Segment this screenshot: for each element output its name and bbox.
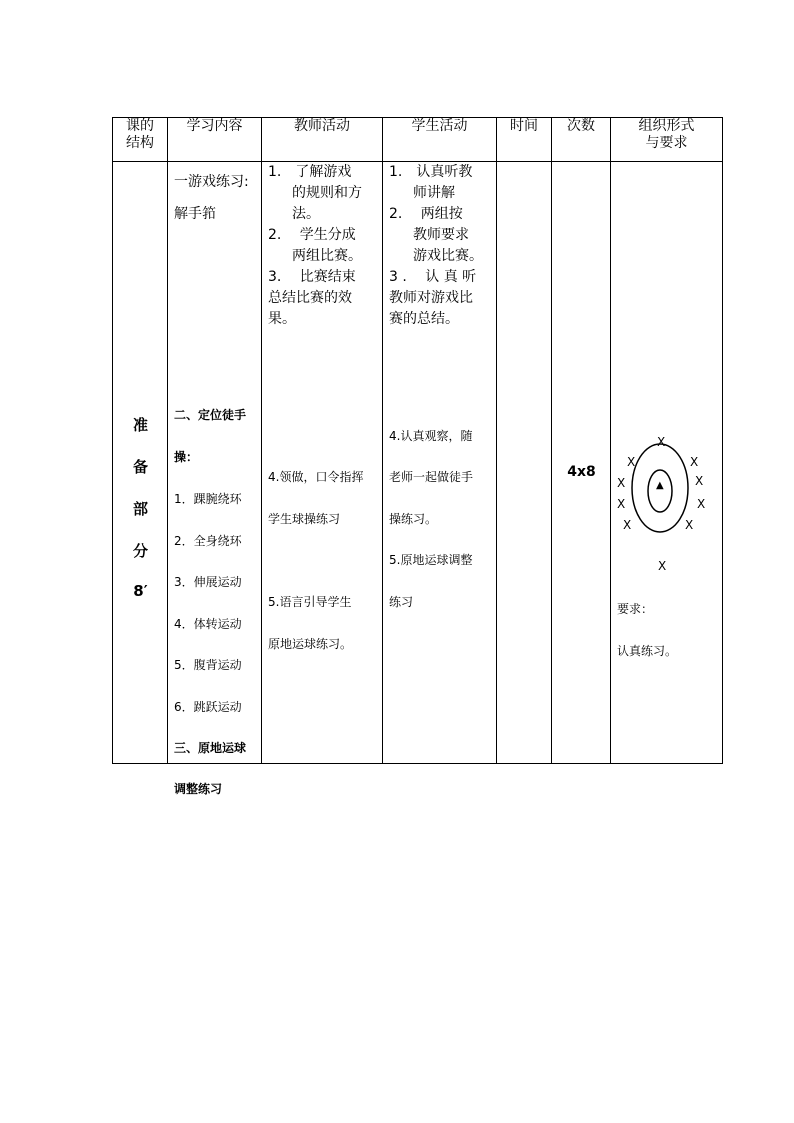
student-step-2b: 教师要求: [413, 227, 469, 243]
content-item-5: 5．腹背运动: [174, 658, 242, 672]
content-item-3: 3．伸展运动: [174, 575, 242, 589]
student-cell: [383, 162, 497, 764]
teacher-step-1a: 1. 了解游戏: [268, 164, 352, 180]
section-char-4: 分: [132, 542, 148, 560]
student-marker: X: [658, 559, 667, 573]
content-part2-title: 二、定位徒手: [174, 408, 247, 422]
header-content: 学习内容: [168, 118, 262, 162]
teacher-position-icon: ▲: [656, 480, 664, 491]
content-part2-title2: 操：: [174, 450, 199, 464]
teacher-step-4b: 学生球操练习: [268, 512, 341, 526]
student-step-5a: 5.原地运球调整: [389, 553, 473, 567]
count-cell: [552, 162, 611, 764]
teacher-step-5b: 原地运球练习。: [268, 637, 353, 651]
content-item-1: 1．踝腕绕环: [174, 492, 242, 506]
header-time: 时间: [497, 118, 552, 162]
section-char-1: 准: [132, 416, 148, 434]
student-step-3c: 赛的总结。: [389, 311, 459, 327]
student-step-1b: 师讲解: [413, 185, 455, 201]
header-row: [113, 118, 723, 162]
student-step-3b: 教师对游戏比: [389, 290, 473, 306]
content-item-2: 2．全身绕环: [174, 534, 242, 548]
student-step-5b: 练习: [389, 595, 414, 609]
student-step-4b: 老师一起做徒手: [389, 470, 474, 484]
header-org: 组织形式与要求: [611, 118, 723, 162]
teacher-step-5a: 5.语言引导学生: [268, 595, 352, 609]
section-char-3: 部: [132, 500, 148, 518]
requirement-text: 认真练习。: [617, 644, 678, 658]
student-step-3a: 3 . 认 真 听: [389, 269, 477, 285]
student-step-2a: 2. 两组按: [389, 206, 463, 222]
teacher-step-2a: 2. 学生分成: [268, 227, 356, 243]
content-item-4: 4．体转运动: [174, 617, 242, 631]
content-game-subtitle: 解手筘: [174, 206, 216, 222]
header-count: 次数: [552, 118, 611, 162]
time-cell: [497, 162, 552, 764]
student-marker: X: [685, 518, 694, 532]
student-marker: X: [657, 435, 666, 449]
header-student: 学生活动: [383, 118, 497, 162]
student-marker: X: [623, 518, 632, 532]
student-marker: X: [627, 455, 636, 469]
teacher-step-4a: 4.领做，口令指挥: [268, 470, 364, 484]
lesson-plan-table: [112, 117, 723, 796]
student-marker: X: [617, 476, 626, 490]
inner-ring: [648, 470, 672, 512]
content-cell: [168, 162, 262, 796]
teacher-step-3a: 3. 比赛结束: [268, 269, 356, 285]
teacher-step-2b: 两组比赛。: [292, 248, 362, 264]
header-structure: 课的结构: [113, 118, 168, 162]
teacher-step-1c: 法。: [292, 206, 320, 222]
student-marker: X: [697, 497, 706, 511]
student-step-4a: 4.认真观察，随: [389, 429, 473, 443]
section-duration: 8′: [133, 582, 148, 600]
student-step-1a: 1. 认真听教: [389, 164, 473, 180]
student-step-2c: 游戏比赛。: [413, 248, 483, 264]
section-cell: [113, 162, 168, 764]
student-marker: X: [617, 497, 626, 511]
content-item-6: 6．跳跃运动: [174, 700, 242, 714]
teacher-step-3c: 果。: [268, 311, 296, 327]
teacher-step-1b: 的规则和方: [292, 185, 362, 201]
student-marker: X: [695, 474, 704, 488]
preparation-row: [113, 162, 723, 764]
content-part3-title2: 调整练习: [174, 782, 223, 796]
requirement-label: 要求：: [617, 602, 654, 616]
content-game-title: 一游戏练习:: [174, 174, 249, 190]
org-cell: [611, 162, 723, 764]
count-value: 4x8: [567, 464, 596, 480]
content-part3-title: 三、原地运球: [174, 741, 247, 755]
student-marker: X: [690, 455, 699, 469]
student-step-4c: 操练习。: [389, 512, 438, 526]
teacher-cell: [262, 162, 383, 764]
section-char-2: 备: [132, 458, 148, 476]
teacher-step-3b: 总结比赛的效: [268, 290, 352, 306]
header-teacher: 教师活动: [262, 118, 383, 162]
